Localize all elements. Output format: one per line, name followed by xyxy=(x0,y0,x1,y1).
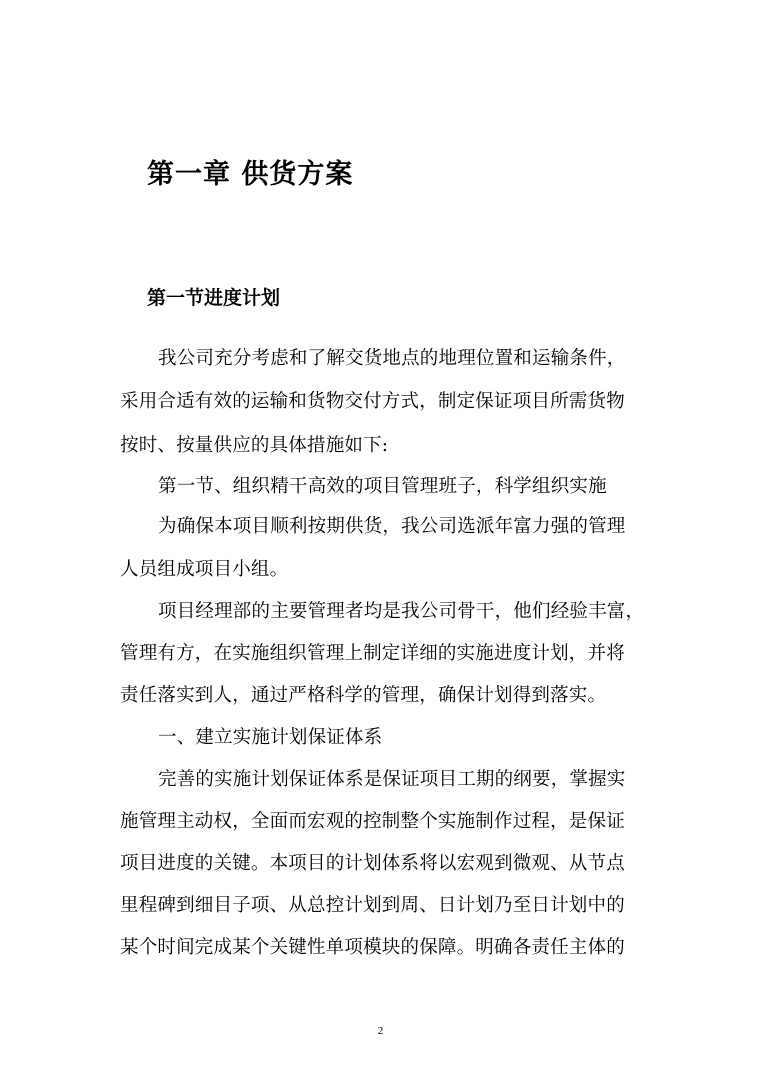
body-line: 里程碑到细目子项、从总控计划到周、日计划乃至日计划中的 xyxy=(120,895,625,916)
body-line: 按时、按量供应的具体措施如下: xyxy=(120,435,389,456)
body-line: 项目进度的关键。本项目的计划体系将以宏观到微观、从节点 xyxy=(120,853,625,874)
body-line: 采用合适有效的运输和货物交付方式，制定保证项目所需货物 xyxy=(120,391,625,412)
chapter-title: 第一章 供货方案 xyxy=(147,159,354,190)
body-line: 完善的实施计划保证体系是保证项目工期的纲要，掌握实 xyxy=(158,769,626,790)
body-line: 某个时间完成某个关键性单项模块的保障。明确各责任主体的 xyxy=(120,937,625,958)
page-number: 2 xyxy=(377,1025,384,1037)
body-line: 项目经理部的主要管理者均是我公司骨干，他们经验丰富， xyxy=(158,601,645,622)
body-line: 为确保本项目顺利按期供货，我公司选派年富力强的管理 xyxy=(158,516,626,537)
body-line: 第一节、组织精干高效的项目管理班子，科学组织实施 xyxy=(158,476,607,497)
body-line: 一、建立实施计划保证体系 xyxy=(158,727,383,748)
section-title: 第一节进度计划 xyxy=(147,287,281,309)
body-line: 人员组成项目小组。 xyxy=(120,559,289,580)
body-line: 我公司充分考虑和了解交货地点的地理位置和运输条件， xyxy=(158,348,626,369)
body-line: 责任落实到人，通过严格科学的管理，确保计划得到落实。 xyxy=(120,685,607,706)
body-line: 管理有方，在实施组织管理上制定详细的实施进度计划，并将 xyxy=(120,643,625,664)
body-line: 施管理主动权，全面而宏观的控制整个实施制作过程，是保证 xyxy=(120,811,625,832)
